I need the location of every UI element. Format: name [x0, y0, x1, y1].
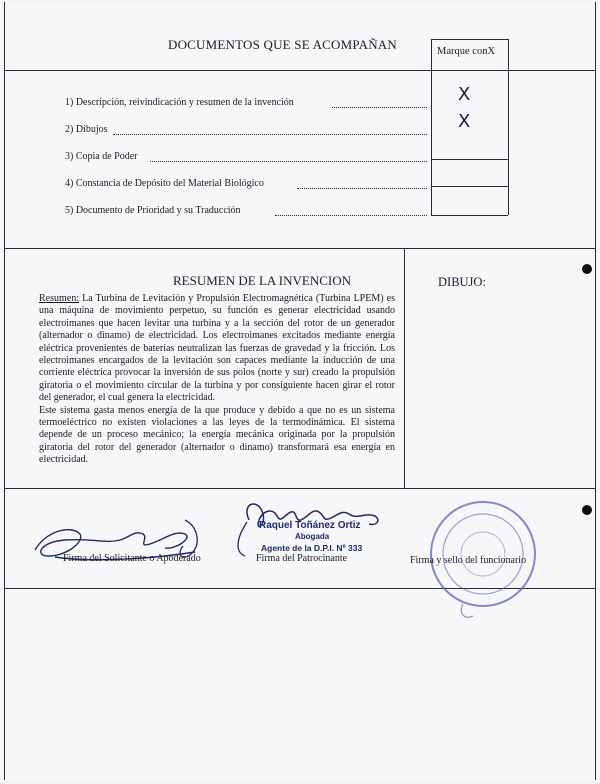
divider	[431, 186, 508, 187]
documents-title: DOCUMENTOS QUE SE ACOMPAÑAN	[168, 37, 397, 52]
resumen-paragraph-1: La Turbina de Levitación y Propulsión Electromagnética (Turbina LPEM) es una máquina de movimiento perpetuo, su función es generar electricidad usando electroimanes que hacen levitar una turbina y a la sección del rotor de un generador (alternador o dinamo) de electricidad. Los electroimanes excitados mediante energía eléctrica provenientes de baterías neutralizan las fuerzas de gravedad y la fricción. Los electroimanes encargados de la levitación son capaces mediante la inducción de una corriente eléctrica provocar la inversión de sus polos (norte y sur) creado la propulsión giratoria o el movimiento circular de la turbina y por consiguiente hacen girar el rotor del generador, el cual genera la electricidad.	[39, 293, 395, 404]
divider	[404, 248, 405, 488]
official-signature-label: Firma y sello del funcionario	[410, 555, 527, 566]
stamp-agent: Agente de la D.P.I. Nº 333	[261, 543, 363, 553]
divider	[431, 215, 508, 216]
dotted-leader	[332, 106, 427, 108]
resumen-title: RESUMEN DE LA INVENCION	[173, 273, 352, 288]
dibujo-title: DIBUJO:	[438, 275, 486, 289]
document-item-1: 1) Descripción, reivindicación y resumen de la invención	[65, 97, 294, 108]
document-item-2: 2) Dibujos	[65, 124, 108, 135]
dotted-leader	[113, 133, 427, 135]
stamp-name: Raquel Toñánez Ortiz	[259, 520, 361, 531]
applicant-signature-label: Firma del Solicitante o Apoderado	[63, 553, 201, 564]
resumen-label: Resumen:	[39, 293, 79, 304]
document-item-5: 5) Documento de Prioridad y su Traducción	[65, 205, 241, 216]
document-item-4: 4) Constancia de Depósito del Material Biológico	[65, 178, 264, 189]
hole-punch	[582, 505, 592, 515]
dotted-leader	[297, 187, 427, 189]
divider	[431, 39, 508, 40]
form-page	[4, 2, 596, 780]
dotted-leader	[150, 160, 427, 162]
resumen-paragraph-2: Este sistema gasta menos energía de la que produce y debido a que no es un sistema termoeléctrico no existen violaciones a las leyes de la termodinámica. El sistema depende de un proceso mecánico; la energía mecánica originada por la propulsión giratoria del rotor del generador (alternador o dinamo) transformará esa energía en electricidad.	[39, 404, 395, 466]
checkbox-mark-1[interactable]: X	[458, 84, 471, 105]
divider	[431, 70, 508, 71]
checkbox-mark-2[interactable]: X	[458, 111, 471, 132]
stamp-title: Abogada	[295, 532, 330, 541]
hole-punch	[582, 264, 592, 274]
divider	[5, 248, 595, 249]
sponsor-signature-label: Firma del Patrocinante	[256, 553, 348, 564]
document-item-3: 3) Copia de Poder	[65, 151, 138, 162]
divider	[431, 159, 508, 160]
resumen-text	[39, 293, 395, 467]
dotted-leader	[275, 214, 427, 216]
mark-header: Marque conX	[437, 46, 496, 57]
divider	[5, 488, 595, 489]
